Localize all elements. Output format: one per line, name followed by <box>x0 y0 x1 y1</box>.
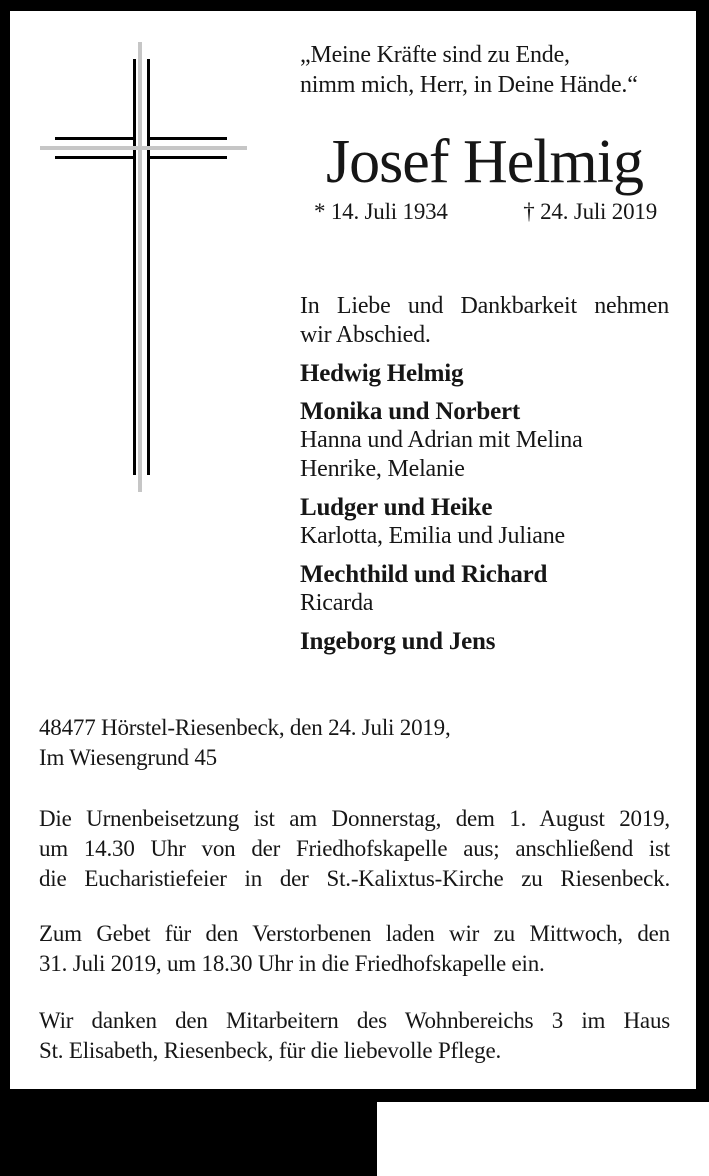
prayer-line-1: Zum Gebet für den Verstorbenen laden wir zu Mittwoch, den <box>39 921 670 946</box>
funeral-paragraph <box>39 804 670 894</box>
life-dates <box>300 197 669 226</box>
funeral-line-3: die Eucharistiefeier in der St.-Kalixtus-Kirche zu Riesenbeck. <box>39 866 670 891</box>
prayer-line-2: 31. Juli 2019, um 18.30 Uhr in die Friedhofskapelle ein. <box>39 951 545 976</box>
birth-date: * 14. Juli 1934 <box>314 199 448 224</box>
quote-line-1: „Meine Kräfte sind zu Ende, <box>300 42 570 68</box>
address-line-2: Im Wiesengrund 45 <box>39 745 217 770</box>
mourner-line: Ludger und Heike <box>300 494 493 521</box>
mourner-line: Mechthild und Richard <box>300 561 548 588</box>
mourner-line: Karlotta, Emilia und Juliane <box>300 523 565 549</box>
thanks-paragraph <box>39 1006 670 1066</box>
mourner-line: Hedwig Helmig <box>300 360 464 387</box>
obituary-card <box>10 11 696 1089</box>
thanks-line-1: Wir danken den Mitarbeitern des Wohnbereichs 3 im Haus <box>39 1008 670 1033</box>
death-date: † 24. Juli 2019 <box>523 199 657 224</box>
address-line-1: 48477 Hörstel-Riesenbeck, den 24. Juli 2019, <box>39 715 451 740</box>
cross-black-horizontal-lower-right <box>147 156 227 159</box>
funeral-line-1: Die Urnenbeisetzung ist am Donnerstag, dem 1. August 2019, <box>39 806 670 831</box>
intro-line-1: In Liebe und Dankbarkeit nehmen <box>300 293 669 319</box>
announcement-column <box>300 40 669 656</box>
cross-gray-vertical <box>138 42 142 492</box>
quote-line-2: nimm mich, Herr, in Deine Hände.“ <box>300 72 638 98</box>
memorial-cross-icon <box>10 11 270 511</box>
mourner-line: Hanna und Adrian mit Melina <box>300 427 583 453</box>
farewell-intro <box>300 292 669 350</box>
intro-line-2: wir Abschied. <box>300 322 431 348</box>
mourner-line: Ingeborg und Jens <box>300 628 496 655</box>
cross-gray-horizontal <box>40 146 247 150</box>
mourner-line: Ricarda <box>300 590 374 616</box>
thanks-line-2: St. Elisabeth, Riesenbeck, für die liebevolle Pflege. <box>39 1038 502 1063</box>
bottom-right-white-rectangle <box>377 1102 709 1176</box>
funeral-line-2: um 14.30 Uhr von der Friedhofskapelle aus; anschließend ist <box>39 836 670 861</box>
mourner-line: Monika und Norbert <box>300 398 521 425</box>
prayer-paragraph <box>39 919 670 979</box>
cross-black-vertical-left <box>133 59 136 475</box>
cross-black-horizontal-lower-left <box>55 156 136 159</box>
mourners-list <box>300 359 669 656</box>
cross-black-horizontal-upper-right <box>147 137 227 140</box>
details-block <box>39 713 670 1066</box>
address-paragraph <box>39 713 670 773</box>
epitaph-quote <box>300 40 669 100</box>
cross-black-vertical-right <box>147 59 150 475</box>
deceased-name: Josef Helmig <box>326 128 643 196</box>
cross-black-horizontal-upper-left <box>55 137 136 140</box>
mourner-line: Henrike, Melanie <box>300 456 465 482</box>
